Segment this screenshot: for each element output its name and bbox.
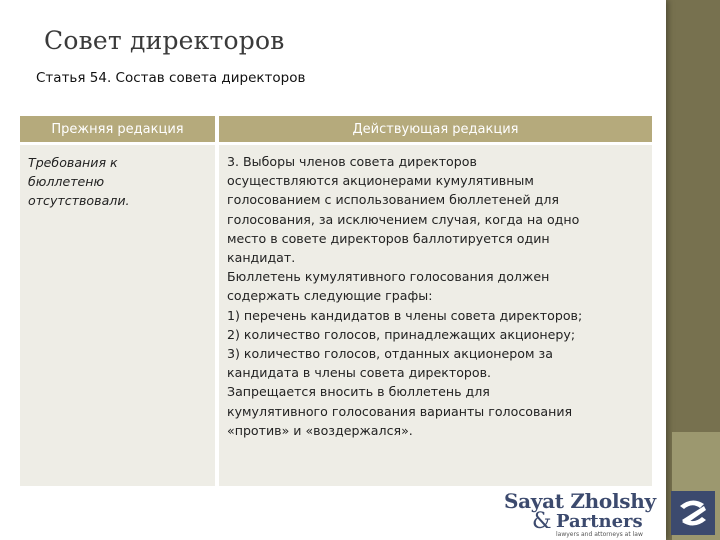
sz-emblem-icon bbox=[670, 490, 716, 536]
table-row bbox=[20, 145, 652, 486]
old-text-line: бюллетеню bbox=[28, 174, 105, 190]
new-text-line: 3. Выборы членов совета директоров bbox=[227, 154, 477, 169]
new-text-line: содержать следующие графы: bbox=[227, 288, 433, 304]
new-text-line: место в совете директоров баллотируется один bbox=[227, 230, 550, 246]
logo-ampersand: & bbox=[532, 509, 552, 534]
old-edition-cell bbox=[20, 145, 217, 486]
slide-title: Совет директоров bbox=[44, 26, 285, 55]
new-text-line: голосования, за исключением случая, когда на одно bbox=[227, 211, 580, 227]
column-header-old: Прежняя редакция bbox=[20, 116, 217, 142]
column-header-new: Действующая редакция bbox=[217, 116, 652, 142]
logo-partners: Partners bbox=[556, 511, 643, 532]
logo-name: Sayat Zholshy bbox=[504, 489, 656, 513]
new-text-line: Запрещается вносить в бюллетень для bbox=[227, 384, 490, 400]
new-text-line: Бюллетень кумулятивного голосования должен bbox=[227, 269, 550, 285]
logo-tagline: lawyers and attorneys at law bbox=[556, 531, 643, 538]
new-text-line: «против» и «воздержался». bbox=[227, 422, 413, 438]
new-text-line: 3) количество голосов, отданных акционером за bbox=[227, 346, 553, 362]
new-text-line: голосованием с использованием бюллетеней для bbox=[227, 192, 559, 208]
new-text-line: кандидат. bbox=[227, 250, 296, 266]
current-edition-cell bbox=[217, 145, 652, 486]
new-text-line: 1) перечень кандидатов в члены совета директоров; bbox=[227, 307, 583, 323]
old-text-line: отсутствовали. bbox=[28, 193, 130, 209]
new-text-line: кандидата в члены совета директоров. bbox=[227, 365, 492, 381]
slide-subtitle: Статья 54. Состав совета директоров bbox=[36, 70, 306, 86]
old-text-line: Требования к bbox=[28, 155, 118, 170]
comparison-table bbox=[20, 116, 652, 486]
table-header-row bbox=[20, 116, 652, 142]
new-text-line: 2) количество голосов, принадлежащих акционеру; bbox=[227, 326, 576, 342]
company-logo bbox=[500, 488, 660, 538]
new-text-line: осуществляются акционерами кумулятивным bbox=[227, 173, 534, 189]
new-text-line: кумулятивного голосования варианты голосования bbox=[227, 403, 573, 419]
